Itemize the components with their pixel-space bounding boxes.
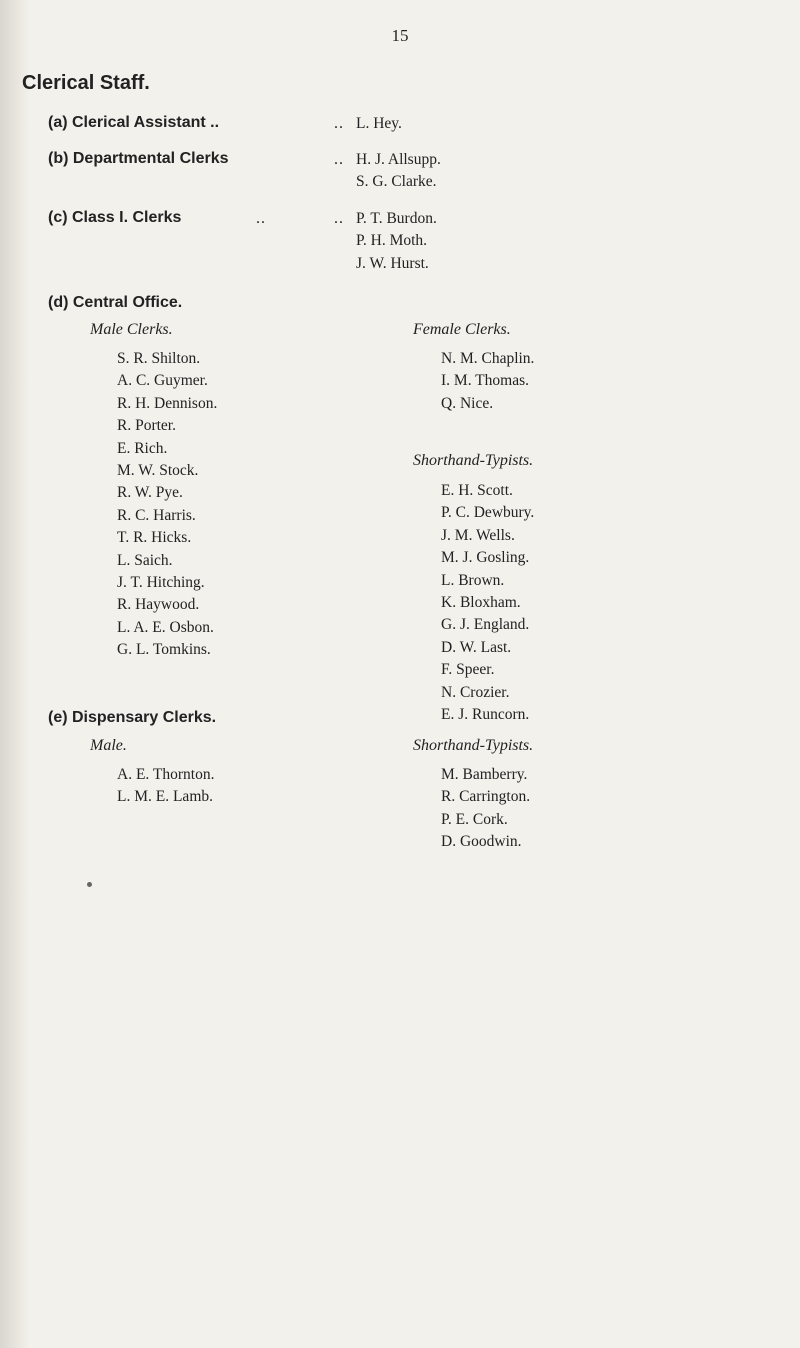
- name-entry: L. M. E. Lamb.: [117, 788, 213, 806]
- name-entry: L. Hey.: [356, 115, 402, 132]
- name-entry: E. H. Scott.: [441, 482, 513, 499]
- name-entry: E. Rich.: [117, 439, 168, 457]
- name-entry: R. C. Harris.: [117, 506, 196, 524]
- page-title: Clerical Staff.: [22, 72, 150, 94]
- dispensary-male-title: Male.: [90, 737, 127, 754]
- name-entry: T. R. Hicks.: [117, 529, 192, 547]
- name-entry: A. C. Guymer.: [117, 372, 208, 390]
- name-entry: G. L. Tomkins.: [117, 641, 211, 659]
- section-a-label: (a) Clerical Assistant ..: [48, 114, 220, 131]
- name-entry: F. Speer.: [441, 661, 495, 679]
- name-entry: R. H. Dennison.: [117, 394, 218, 412]
- ink-speck: [87, 882, 92, 887]
- name-entry: M. Bamberry.: [441, 766, 528, 783]
- dispensary-male-list: [117, 764, 214, 809]
- name-entry: L. Saich.: [117, 551, 173, 569]
- name-entry: H. J. Allsupp.: [356, 151, 441, 168]
- name-entry: P. E. Cork.: [441, 810, 508, 828]
- section-a-leader: ..: [334, 115, 344, 132]
- section-c-leader: ..: [334, 210, 344, 227]
- section-b-label: (b) Departmental Clerks: [48, 150, 229, 167]
- male-clerks-title: Male Clerks.: [90, 321, 173, 338]
- name-entry: E. J. Runcorn.: [441, 706, 530, 724]
- central-typists-list: [441, 480, 534, 726]
- section-c-label: (c) Class I. Clerks: [48, 209, 182, 226]
- name-entry: S. G. Clarke.: [356, 173, 437, 191]
- female-clerks-title: Female Clerks.: [413, 321, 511, 338]
- name-entry: N. M. Chaplin.: [441, 350, 535, 367]
- name-entry: M. J. Gosling.: [441, 549, 530, 567]
- female-clerks-list: [441, 348, 534, 415]
- name-entry: A. E. Thornton.: [117, 766, 215, 783]
- section-c-leader-left: ..: [256, 210, 266, 227]
- name-entry: R. Porter.: [117, 417, 176, 435]
- dispensary-typists-title: Shorthand-Typists.: [413, 737, 534, 754]
- name-entry: L. A. E. Osbon.: [117, 618, 214, 636]
- section-c-names: [356, 208, 437, 275]
- central-typists-title: Shorthand-Typists.: [413, 452, 534, 469]
- name-entry: J. M. Wells.: [441, 526, 515, 544]
- name-entry: R. Carrington.: [441, 788, 531, 806]
- name-entry: M. W. Stock.: [117, 462, 199, 480]
- name-entry: D. Goodwin.: [441, 833, 522, 851]
- name-entry: K. Bloxham.: [441, 594, 521, 612]
- name-entry: P. H. Moth.: [356, 232, 428, 250]
- section-d-label: (d) Central Office.: [48, 294, 183, 311]
- name-entry: Q. Nice.: [441, 394, 494, 412]
- section-e-label: (e) Dispensary Clerks.: [48, 709, 217, 726]
- name-entry: D. W. Last.: [441, 638, 512, 656]
- name-entry: R. W. Pye.: [117, 484, 183, 502]
- dispensary-typists-list: [441, 764, 530, 854]
- name-entry: R. Haywood.: [117, 596, 200, 614]
- section-a-names: [356, 113, 402, 135]
- section-b-names: [356, 149, 441, 194]
- name-entry: L. Brown.: [441, 571, 505, 589]
- page-number: 15: [391, 26, 409, 45]
- name-entry: S. R. Shilton.: [117, 350, 201, 367]
- name-entry: J. T. Hitching.: [117, 574, 205, 592]
- name-entry: N. Crozier.: [441, 683, 510, 701]
- page-edge-shadow: [0, 0, 30, 1348]
- male-clerks-list: [117, 348, 217, 662]
- name-entry: I. M. Thomas.: [441, 372, 529, 390]
- name-entry: P. T. Burdon.: [356, 210, 437, 227]
- name-entry: J. W. Hurst.: [356, 254, 429, 272]
- section-b-leader: ..: [334, 151, 344, 168]
- name-entry: P. C. Dewbury.: [441, 504, 535, 522]
- name-entry: G. J. England.: [441, 616, 530, 634]
